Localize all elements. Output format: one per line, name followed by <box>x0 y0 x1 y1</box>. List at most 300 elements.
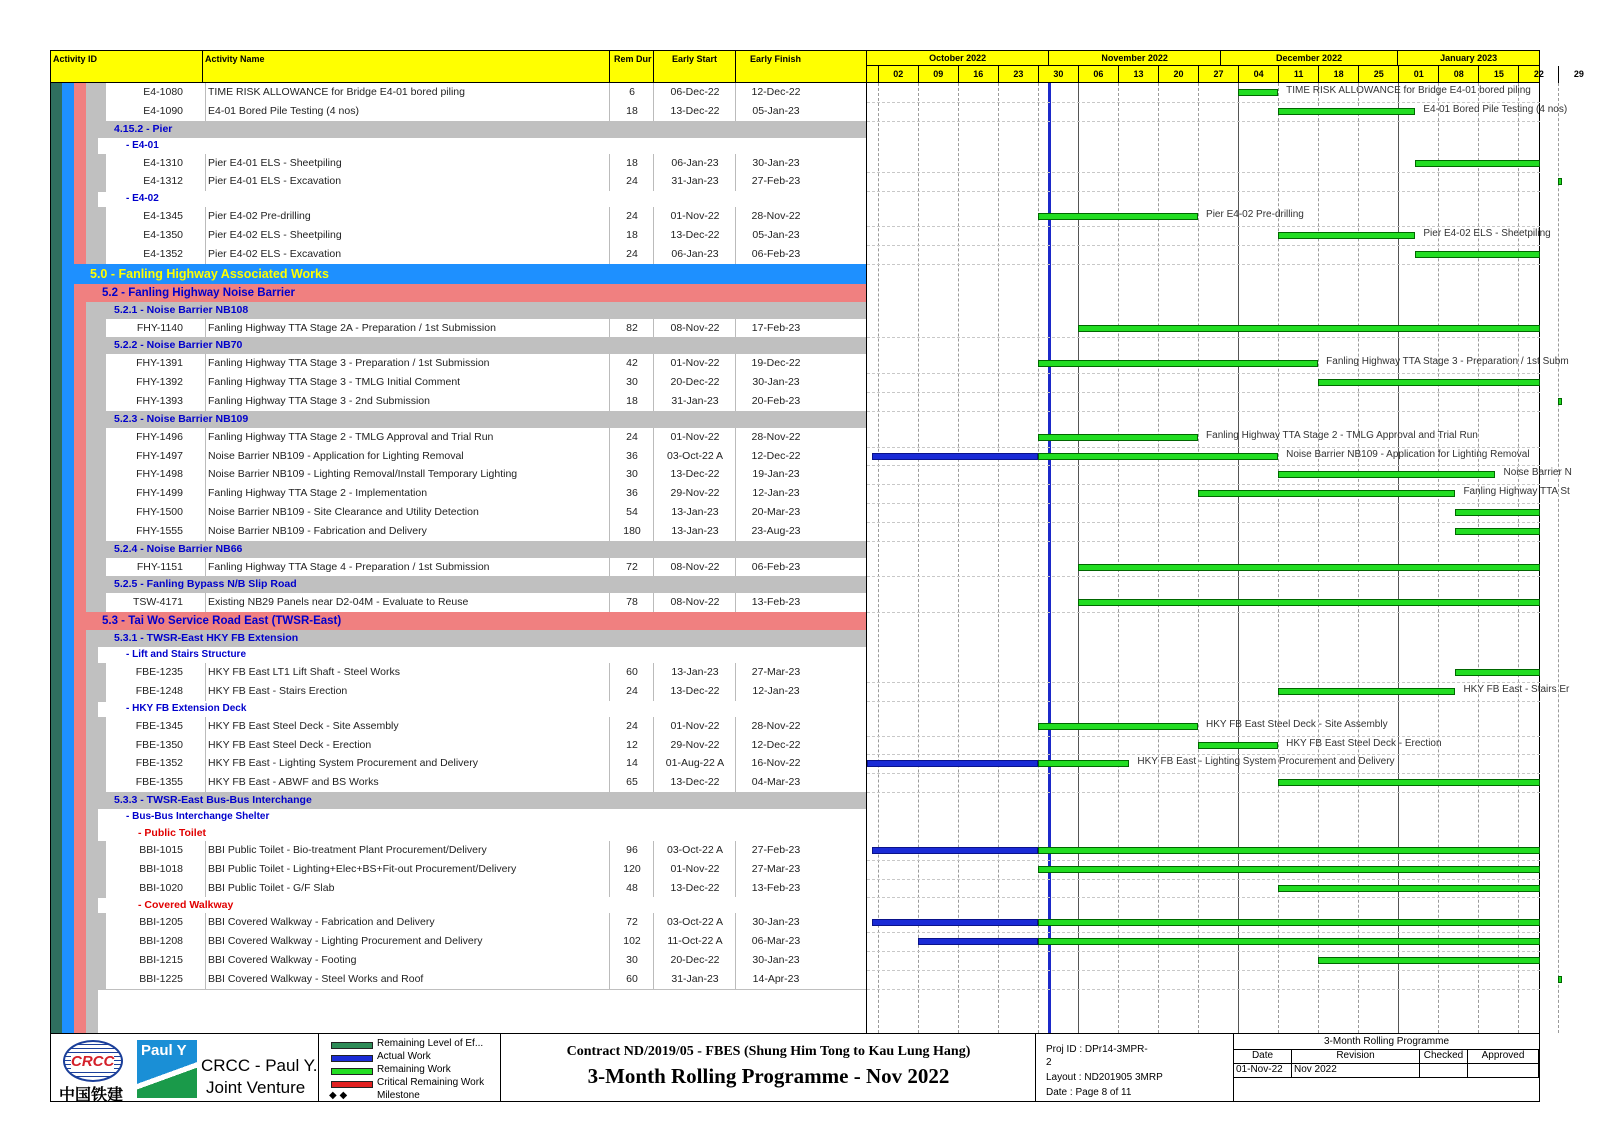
wbs-band-wbs3[interactable] <box>98 121 866 138</box>
remaining-work-bar[interactable] <box>1238 89 1278 96</box>
activity-row[interactable] <box>98 754 866 774</box>
remaining-work-bar[interactable] <box>1078 599 1540 606</box>
wbs-band-wbs3[interactable] <box>98 576 866 593</box>
revision-header: Revision <box>1292 1050 1420 1064</box>
remaining-work-bar[interactable] <box>1278 108 1415 115</box>
wbs-band-wbs4[interactable] <box>106 809 866 825</box>
early-start: 03-Oct-22 A <box>653 841 736 860</box>
activity-row[interactable] <box>98 879 866 899</box>
activity-row[interactable] <box>98 154 866 174</box>
wbs-title: 5.2.5 - Fanling Bypass N/B Slip Road <box>114 578 297 591</box>
wbs-title: 5.3.1 - TWSR-East HKY FB Extension <box>114 632 299 645</box>
early-start: 01-Nov-22 <box>653 354 736 373</box>
activity-id: BBI-1208 <box>139 935 183 948</box>
actual-work-bar[interactable] <box>872 847 1038 854</box>
week-label: 15 <box>1478 66 1518 83</box>
col-early-finish[interactable]: Early Finish <box>750 54 802 64</box>
week-label: 11 <box>1278 66 1318 83</box>
activity-id: FHY-1499 <box>136 487 183 500</box>
activity-id: BBI-1205 <box>139 916 183 929</box>
activity-name: HKY FB East - Stairs Erection <box>205 682 612 701</box>
activity-row[interactable] <box>98 503 866 523</box>
early-start: 06-Dec-22 <box>653 83 736 102</box>
pauly-logo <box>137 1040 197 1098</box>
activity-row[interactable] <box>98 226 866 246</box>
revision-header: Approved <box>1468 1050 1539 1064</box>
early-finish: 30-Jan-23 <box>735 154 816 173</box>
title-block <box>51 1033 1539 1102</box>
week-label: 22 <box>1518 66 1558 83</box>
remaining-duration: 72 <box>609 558 654 577</box>
wbs-title: 5.2 - Fanling Highway Noise Barrier <box>102 286 295 299</box>
week-label: 01 <box>1398 66 1438 83</box>
remaining-work-bar[interactable] <box>1455 528 1540 535</box>
schedule-sheet <box>50 50 1584 1104</box>
remaining-work-bar[interactable] <box>1038 847 1540 854</box>
remaining-duration: 24 <box>609 428 654 447</box>
remaining-work-bar[interactable] <box>1038 919 1540 926</box>
actual-work-bar[interactable] <box>872 919 1038 926</box>
remaining-work-bar[interactable] <box>1415 160 1540 167</box>
wbs-band-wbs4[interactable] <box>106 701 866 717</box>
activity-name: BBI Covered Walkway - Lighting Procurement and Delivery <box>205 932 612 951</box>
week-label: 30 <box>1038 66 1078 83</box>
early-start: 03-Oct-22 A <box>653 447 736 466</box>
project-title-block <box>501 1034 1036 1102</box>
remaining-duration: 6 <box>609 83 654 102</box>
activity-name: Fanling Highway TTA Stage 2A - Preparation / 1st Submission <box>205 319 612 338</box>
activity-row[interactable] <box>98 717 866 737</box>
actual-work-bar[interactable] <box>872 453 1038 460</box>
legend-swatch <box>331 1081 373 1088</box>
activity-id: E4-1090 <box>143 104 183 117</box>
bar-label: HKY FB East Steel Deck - Erection <box>1286 737 1442 749</box>
activity-row[interactable] <box>98 932 866 952</box>
activity-table <box>51 83 866 1033</box>
remaining-work-bar[interactable] <box>1558 976 1562 983</box>
wbs-band-wbs3[interactable] <box>98 792 866 809</box>
early-start: 13-Dec-22 <box>653 879 736 898</box>
bar-label: Fanling Highway TTA Stage 2 - TMLG Approval and Trial Run <box>1206 429 1478 441</box>
activity-name: Noise Barrier NB109 - Application for Lighting Removal <box>205 447 612 466</box>
bar-label: Noise Barrier N <box>1503 467 1572 479</box>
early-start: 20-Dec-22 <box>653 373 736 392</box>
early-start: 01-Nov-22 <box>653 428 736 447</box>
revision-cell: 01-Nov-22 <box>1234 1064 1292 1078</box>
crcc-logo <box>63 1040 123 1082</box>
early-finish: 05-Jan-23 <box>735 102 816 121</box>
remaining-work-bar[interactable] <box>1038 760 1130 767</box>
activity-id: FHY-1498 <box>136 468 183 481</box>
activity-name: BBI Covered Walkway - Steel Works and Roof <box>205 970 612 989</box>
activity-row[interactable] <box>98 447 866 467</box>
early-finish: 23-Aug-23 <box>735 522 816 541</box>
layout-name: Layout : ND201905 3MRP <box>1046 1072 1163 1083</box>
early-start: 03-Oct-22 A <box>653 913 736 932</box>
activity-row[interactable] <box>98 558 866 578</box>
early-start: 13-Dec-22 <box>653 226 736 245</box>
wbs-title: - HKY FB Extension Deck <box>126 702 247 714</box>
col-activity-name[interactable]: Activity Name <box>205 54 265 64</box>
activity-id: FBE-1350 <box>135 738 183 751</box>
early-finish: 30-Jan-23 <box>735 373 816 392</box>
early-start: 13-Jan-23 <box>653 663 736 682</box>
remaining-work-bar[interactable] <box>1318 957 1540 964</box>
revision-header: Checked <box>1420 1050 1468 1064</box>
remaining-duration: 102 <box>609 932 654 951</box>
wbs-title: 4.15.2 - Pier <box>114 122 173 135</box>
early-finish: 12-Jan-23 <box>735 484 816 503</box>
remaining-duration: 18 <box>609 154 654 173</box>
remaining-work-bar[interactable] <box>1198 490 1455 497</box>
legend-swatch <box>331 1055 373 1062</box>
activity-row[interactable] <box>98 736 866 756</box>
remaining-work-bar[interactable] <box>1278 688 1455 695</box>
activity-name: Existing NB29 Panels near D2-04M - Evaluate to Reuse <box>205 593 612 612</box>
remaining-work-bar[interactable] <box>1278 471 1495 478</box>
week-label: 23 <box>998 66 1038 83</box>
remaining-work-bar[interactable] <box>1278 885 1540 892</box>
actual-work-bar[interactable] <box>867 760 1038 767</box>
wbs-band-wbs3[interactable] <box>98 302 866 319</box>
legend-swatch <box>331 1042 373 1049</box>
early-finish: 30-Jan-23 <box>735 951 816 970</box>
activity-row[interactable] <box>98 522 866 542</box>
remaining-duration: 54 <box>609 503 654 522</box>
bar-label: Pier E4-02 ELS - Sheetpiling <box>1423 228 1551 239</box>
remaining-duration: 36 <box>609 447 654 466</box>
early-finish: 12-Dec-22 <box>735 736 816 755</box>
remaining-work-bar[interactable] <box>1038 434 1198 441</box>
remaining-work-bar[interactable] <box>1198 742 1278 749</box>
week-label: 20 <box>1158 66 1198 83</box>
activity-row[interactable] <box>98 593 866 613</box>
activity-row[interactable] <box>98 773 866 793</box>
activity-id: FHY-1151 <box>136 560 183 573</box>
early-start: 13-Dec-22 <box>653 682 736 701</box>
wbs-band-wbs1[interactable] <box>74 264 866 284</box>
remaining-duration: 24 <box>609 172 654 191</box>
wbs-band-wbs3[interactable] <box>98 541 866 558</box>
activity-id: TSW-4171 <box>133 596 183 609</box>
activity-row[interactable] <box>98 245 866 265</box>
wbs-band-wbs5[interactable] <box>106 825 866 841</box>
week-label: 02 <box>878 66 918 83</box>
remaining-duration: 120 <box>609 860 654 879</box>
activity-row[interactable] <box>98 373 866 393</box>
activity-id: BBI-1215 <box>139 954 183 966</box>
activity-name: Pier E4-02 ELS - Sheetpiling <box>205 226 612 245</box>
revision-cell: Nov 2022 <box>1292 1064 1420 1078</box>
bar-label: HKY FB East - Lighting System Procurement and Delivery <box>1137 756 1395 768</box>
col-activity-id[interactable]: Activity ID <box>53 54 98 64</box>
remaining-work-bar[interactable] <box>1078 325 1540 332</box>
activity-name: BBI Public Toilet - G/F Slab <box>205 879 612 898</box>
activity-row[interactable] <box>98 102 866 122</box>
legend-block <box>319 1034 501 1102</box>
activity-name: HKY FB East Steel Deck - Site Assembly <box>205 717 612 736</box>
remaining-work-bar[interactable] <box>1038 213 1198 220</box>
early-start: 11-Oct-22 A <box>653 932 736 951</box>
actual-work-bar[interactable] <box>918 938 1038 945</box>
remaining-duration: 65 <box>609 773 654 792</box>
early-finish: 06-Mar-23 <box>735 932 816 951</box>
activity-name: Pier E4-02 Pre-drilling <box>205 207 612 226</box>
activity-row[interactable] <box>98 465 866 485</box>
remaining-duration: 72 <box>609 913 654 932</box>
activity-name: Fanling Highway TTA Stage 4 - Preparation / 1st Submission <box>205 558 612 577</box>
wbs-title: 5.0 - Fanling Highway Associated Works <box>90 266 329 281</box>
early-finish: 19-Jan-23 <box>735 465 816 484</box>
wbs-title: - Lift and Stairs Structure <box>126 649 247 661</box>
early-start: 13-Jan-23 <box>653 522 736 541</box>
activity-id: E4-1080 <box>143 86 183 98</box>
remaining-work-bar[interactable] <box>1455 669 1540 676</box>
activity-id: FBE-1355 <box>135 776 183 789</box>
crcc-chinese-name: 中国铁建 <box>59 1085 124 1104</box>
wbs-band-wbs4[interactable] <box>106 191 866 207</box>
remaining-duration: 180 <box>609 522 654 541</box>
early-start: 13-Dec-22 <box>653 773 736 792</box>
remaining-work-bar[interactable] <box>1278 232 1415 239</box>
bar-label: Fanling Highway TTA St <box>1463 486 1570 498</box>
bar-label: Fanling Highway TTA Stage 3 - Preparation / 1st Subm <box>1326 356 1569 368</box>
week-label: 18 <box>1318 66 1358 83</box>
early-finish: 27-Feb-23 <box>735 841 816 860</box>
activity-id: E4-1352 <box>143 247 183 260</box>
early-finish: 16-Nov-22 <box>735 754 816 773</box>
remaining-work-bar[interactable] <box>1318 379 1540 386</box>
remaining-duration: 36 <box>609 484 654 503</box>
activity-row[interactable] <box>98 841 866 861</box>
early-start: 06-Jan-23 <box>653 154 736 173</box>
activity-id: FBE-1352 <box>135 757 183 770</box>
early-start: 01-Aug-22 A <box>653 754 736 773</box>
early-start: 29-Nov-22 <box>653 736 736 755</box>
remaining-duration: 96 <box>609 841 654 860</box>
activity-row[interactable] <box>98 172 866 192</box>
activity-id: FHY-1392 <box>136 376 183 389</box>
month-label: December 2022 <box>1221 51 1398 66</box>
early-finish: 12-Dec-22 <box>735 447 816 466</box>
early-start: 13-Dec-22 <box>653 465 736 484</box>
remaining-duration: 18 <box>609 226 654 245</box>
activity-name: BBI Covered Walkway - Fabrication and Delivery <box>205 913 612 932</box>
early-start: 31-Jan-23 <box>653 172 736 191</box>
revision-cell <box>1468 1064 1539 1078</box>
remaining-duration: 78 <box>609 593 654 612</box>
activity-name: BBI Public Toilet - Bio-treatment Plant Procurement/Delivery <box>205 841 612 860</box>
remaining-duration: 60 <box>609 970 654 989</box>
early-finish: 28-Nov-22 <box>735 207 816 226</box>
remaining-work-bar[interactable] <box>1038 866 1540 873</box>
col-rem-dur[interactable]: Rem Dur <box>614 54 652 64</box>
wbs-band-wbs2[interactable] <box>86 612 866 630</box>
activity-name: Fanling Highway TTA Stage 3 - 2nd Submission <box>205 392 612 411</box>
jv-name-line2: Joint Venture <box>206 1078 306 1097</box>
activity-name: Fanling Highway TTA Stage 3 - Preparation / 1st Submission <box>205 354 612 373</box>
remaining-work-bar[interactable] <box>1455 509 1540 516</box>
remaining-duration: 48 <box>609 879 654 898</box>
activity-name: Fanling Highway TTA Stage 2 - TMLG Approval and Trial Run <box>205 428 612 447</box>
bar-label: HKY FB East - Stairs Er <box>1463 684 1570 695</box>
week-label: 09 <box>918 66 958 83</box>
activity-id: FHY-1391 <box>136 357 183 370</box>
activity-row[interactable] <box>98 951 866 971</box>
proj-id: Proj ID : DPr14-3MPR- <box>1046 1044 1148 1055</box>
activity-id: BBI-1020 <box>139 881 183 894</box>
remaining-work-bar[interactable] <box>1558 398 1562 405</box>
remaining-work-bar[interactable] <box>1038 453 1278 460</box>
remaining-duration: 24 <box>609 207 654 226</box>
activity-row[interactable] <box>98 392 866 412</box>
wbs-band-wbs5[interactable] <box>106 897 866 913</box>
logo-block <box>51 1034 319 1102</box>
week-label: 13 <box>1118 66 1158 83</box>
activity-row[interactable] <box>98 663 866 683</box>
remaining-duration: 12 <box>609 736 654 755</box>
activity-row[interactable] <box>98 860 866 880</box>
legend-label: Milestone <box>377 1090 420 1101</box>
wbs-band-wbs3[interactable] <box>98 337 866 354</box>
week-label: 08 <box>1438 66 1478 83</box>
page-info: Date : Page 8 of 11 <box>1046 1087 1132 1098</box>
early-start: 20-Dec-22 <box>653 951 736 970</box>
early-finish: 06-Feb-23 <box>735 558 816 577</box>
activity-id: FHY-1555 <box>136 524 183 537</box>
early-finish: 30-Jan-23 <box>735 913 816 932</box>
early-finish: 20-Feb-23 <box>735 392 816 411</box>
activity-id: BBI-1018 <box>139 862 183 875</box>
early-start: 08-Nov-22 <box>653 319 736 338</box>
early-start: 31-Jan-23 <box>653 970 736 989</box>
early-finish: 20-Mar-23 <box>735 503 816 522</box>
timescale-header <box>866 51 1584 83</box>
activity-id: FHY-1140 <box>136 321 183 334</box>
month-label: November 2022 <box>1049 51 1221 66</box>
revision-block <box>1234 1034 1539 1102</box>
activity-name: Pier E4-01 ELS - Sheetpiling <box>205 154 612 173</box>
revision-title: 3-Month Rolling Programme <box>1234 1036 1539 1050</box>
revision-cell <box>1420 1064 1468 1078</box>
remaining-duration: 30 <box>609 951 654 970</box>
activity-row[interactable] <box>98 913 866 933</box>
early-start: 31-Jan-23 <box>653 392 736 411</box>
activity-name: HKY FB East Steel Deck - Erection <box>205 736 612 755</box>
wbs-title: - Public Toilet <box>138 827 207 839</box>
activity-name: Pier E4-01 ELS - Excavation <box>205 172 612 191</box>
early-start: 01-Nov-22 <box>653 717 736 736</box>
activity-row[interactable] <box>98 682 866 702</box>
week-gridline <box>1558 83 1559 1033</box>
early-finish: 28-Nov-22 <box>735 428 816 447</box>
week-label: 04 <box>1238 66 1278 83</box>
early-start: 06-Jan-23 <box>653 245 736 264</box>
wbs-title: - Bus-Bus Interchange Shelter <box>126 811 270 822</box>
wbs-band-wbs4[interactable] <box>106 647 866 663</box>
activity-id: FBE-1235 <box>135 666 183 679</box>
remaining-work-bar[interactable] <box>1038 360 1318 367</box>
early-finish: 06-Feb-23 <box>735 245 816 264</box>
activity-id: E4-1345 <box>143 210 183 223</box>
early-start: 13-Jan-23 <box>653 503 736 522</box>
early-start: 29-Nov-22 <box>653 484 736 503</box>
wbs-title: 5.2.4 - Noise Barrier NB66 <box>114 542 243 555</box>
activity-name: Noise Barrier NB109 - Site Clearance and Utility Detection <box>205 503 612 522</box>
remaining-work-bar[interactable] <box>1558 178 1562 185</box>
activity-row[interactable] <box>98 484 866 504</box>
activity-id: FBE-1248 <box>135 685 183 697</box>
wbs-band-wbs4[interactable] <box>106 138 866 154</box>
wbs-title: 5.3.3 - TWSR-East Bus-Bus Interchange <box>114 794 312 806</box>
activity-row[interactable] <box>98 319 866 339</box>
remaining-work-bar[interactable] <box>1278 779 1540 786</box>
activity-row[interactable] <box>98 970 866 990</box>
remaining-duration: 18 <box>609 392 654 411</box>
remaining-duration: 30 <box>609 465 654 484</box>
month-label: January 2023 <box>1398 51 1540 66</box>
activity-name: E4-01 Bored Pile Testing (4 nos) <box>205 102 612 121</box>
activity-id: BBI-1225 <box>139 972 183 985</box>
wbs-title: - Covered Walkway <box>138 899 234 912</box>
week-label: 16 <box>958 66 998 83</box>
remaining-work-bar[interactable] <box>1078 564 1540 571</box>
activity-name: BBI Covered Walkway - Footing <box>205 951 612 970</box>
activity-row[interactable] <box>98 207 866 227</box>
activity-name: HKY FB East - ABWF and BS Works <box>205 773 612 792</box>
column-header <box>51 51 866 83</box>
remaining-work-bar[interactable] <box>1415 251 1540 258</box>
milestone-icon: ◆ ◆ <box>329 1090 348 1101</box>
activity-row[interactable] <box>98 354 866 374</box>
remaining-duration: 60 <box>609 663 654 682</box>
activity-id: E4-1312 <box>143 175 183 188</box>
bar-label: Pier E4-02 Pre-drilling <box>1206 209 1304 221</box>
remaining-duration: 24 <box>609 682 654 701</box>
legend-swatch <box>331 1068 373 1075</box>
legend-label: Remaining Work <box>377 1064 451 1075</box>
early-finish: 12-Dec-22 <box>735 83 816 102</box>
activity-name: Fanling Highway TTA Stage 3 - TMLG Initial Comment <box>205 373 612 392</box>
programme-title: 3-Month Rolling Programme - Nov 2022 <box>587 1064 950 1088</box>
wbs-band-wbs3[interactable] <box>98 411 866 428</box>
wbs-band-wbs3[interactable] <box>98 630 866 647</box>
remaining-duration: 42 <box>609 354 654 373</box>
activity-id: FHY-1393 <box>136 395 183 407</box>
activity-id: E4-1350 <box>143 229 183 241</box>
proj-id-cont: 2 <box>1046 1057 1052 1068</box>
col-early-start[interactable]: Early Start <box>672 54 718 64</box>
wbs-band-wbs2[interactable] <box>86 284 866 302</box>
legend-label: Actual Work <box>377 1051 431 1062</box>
remaining-work-bar[interactable] <box>1038 938 1540 945</box>
gantt-chart <box>866 83 1572 1033</box>
legend-label: Critical Remaining Work <box>377 1077 485 1088</box>
early-finish: 12-Jan-23 <box>735 682 816 701</box>
early-start: 13-Dec-22 <box>653 102 736 121</box>
activity-id: FHY-1500 <box>136 506 183 518</box>
early-finish: 19-Dec-22 <box>735 354 816 373</box>
early-finish: 13-Feb-23 <box>735 593 816 612</box>
remaining-duration: 30 <box>609 373 654 392</box>
activity-id: FHY-1497 <box>136 449 183 462</box>
activity-row[interactable] <box>98 428 866 448</box>
activity-name: BBI Public Toilet - Lighting+Elec+BS+Fit-out Procurement/Delivery <box>205 860 612 879</box>
remaining-work-bar[interactable] <box>1038 723 1198 730</box>
legend-label: Remaining Level of Ef... <box>377 1038 484 1049</box>
activity-row[interactable] <box>98 83 866 103</box>
early-finish: 27-Feb-23 <box>735 172 816 191</box>
